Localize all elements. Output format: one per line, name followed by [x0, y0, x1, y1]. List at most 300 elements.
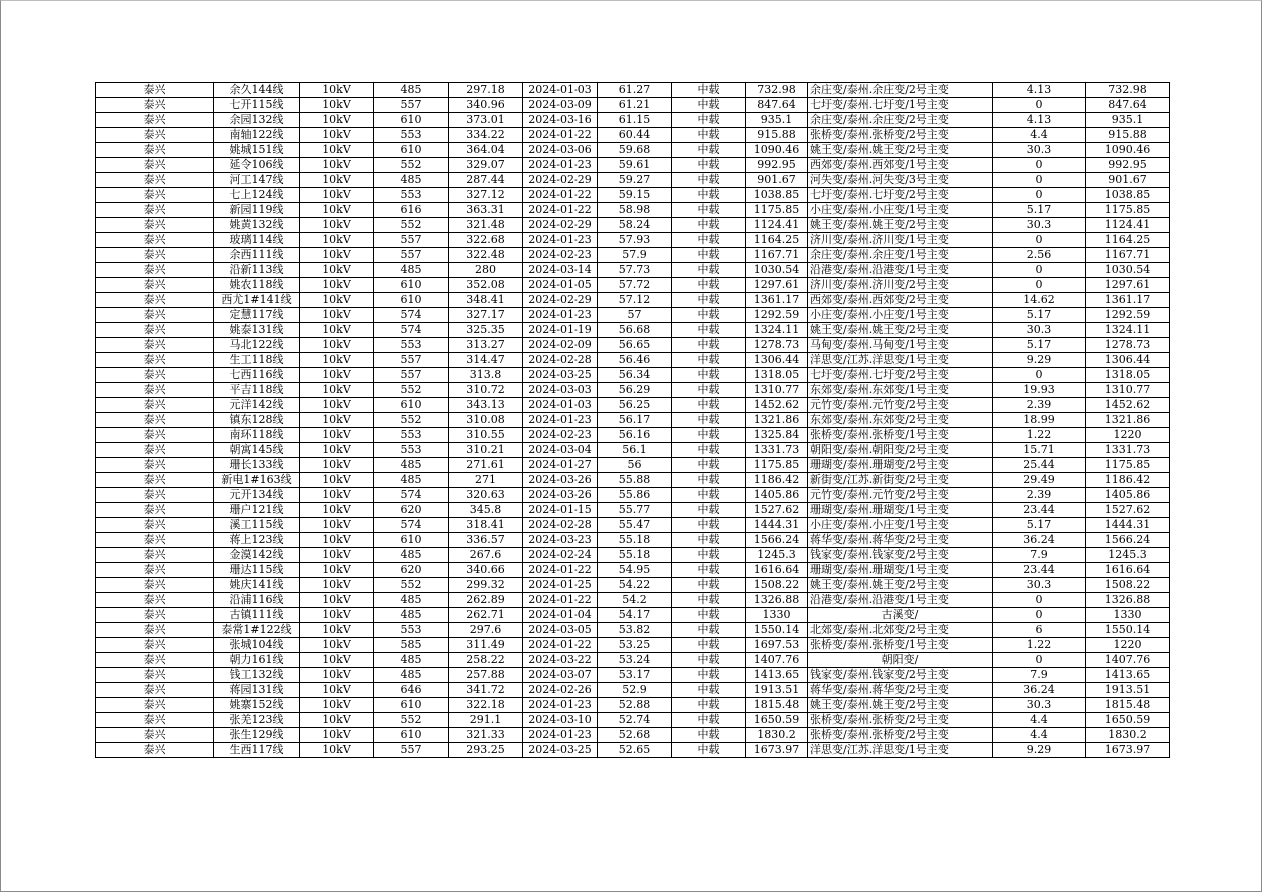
cell-capacity: 1330	[746, 608, 808, 623]
table-row	[96, 278, 1170, 293]
cell-voltage: 10kV	[300, 548, 374, 563]
cell-substation: 元竹变/泰州.元竹变/2号主变	[808, 488, 993, 503]
cell-value-a: 19.93	[993, 383, 1086, 398]
cell-date: 2024-03-16	[523, 113, 598, 128]
table-row	[96, 488, 1170, 503]
cell-load: 363.31	[449, 203, 523, 218]
cell-value-a: 18.99	[993, 413, 1086, 428]
cell-county: 泰兴	[96, 518, 214, 533]
cell-county: 泰兴	[96, 293, 214, 308]
cell-date: 2024-02-29	[523, 218, 598, 233]
cell-voltage: 10kV	[300, 443, 374, 458]
table-row	[96, 263, 1170, 278]
cell-county: 泰兴	[96, 698, 214, 713]
cell-load: 336.57	[449, 533, 523, 548]
cell-value-a: 1.22	[993, 638, 1086, 653]
cell-value-b: 1452.62	[1086, 398, 1170, 413]
cell-value-b: 1566.24	[1086, 533, 1170, 548]
cell-rated-capacity: 610	[374, 398, 449, 413]
cell-load-rate: 58.24	[598, 218, 672, 233]
cell-load: 373.01	[449, 113, 523, 128]
cell-county: 泰兴	[96, 158, 214, 173]
cell-substation: 河失变/泰州.河失变/3号主变	[808, 173, 993, 188]
cell-voltage: 10kV	[300, 368, 374, 383]
cell-line-name: 沿新113线	[214, 263, 300, 278]
cell-line-name: 蒋上123线	[214, 533, 300, 548]
cell-voltage: 10kV	[300, 458, 374, 473]
cell-capacity: 901.67	[746, 173, 808, 188]
cell-line-name: 南环118线	[214, 428, 300, 443]
cell-capacity: 1175.85	[746, 203, 808, 218]
cell-line-name: 西尤1#141线	[214, 293, 300, 308]
cell-load: 341.72	[449, 683, 523, 698]
cell-county: 泰兴	[96, 218, 214, 233]
cell-capacity: 1186.42	[746, 473, 808, 488]
cell-voltage: 10kV	[300, 218, 374, 233]
cell-load-rate: 52.74	[598, 713, 672, 728]
cell-substation: 姚王变/泰州.姚王变/2号主变	[808, 218, 993, 233]
cell-load-rate: 57.12	[598, 293, 672, 308]
cell-county: 泰兴	[96, 413, 214, 428]
table-row	[96, 533, 1170, 548]
cell-line-name: 朝寓145线	[214, 443, 300, 458]
cell-load-level: 中载	[672, 323, 746, 338]
cell-load-level: 中载	[672, 623, 746, 638]
cell-value-a: 1.22	[993, 428, 1086, 443]
table-row	[96, 683, 1170, 698]
cell-load: 325.35	[449, 323, 523, 338]
cell-voltage: 10kV	[300, 398, 374, 413]
table-row	[96, 308, 1170, 323]
cell-date: 2024-02-24	[523, 548, 598, 563]
cell-date: 2024-03-05	[523, 623, 598, 638]
cell-rated-capacity: 552	[374, 158, 449, 173]
cell-substation: 新街变/江苏.新街变/2号主变	[808, 473, 993, 488]
cell-voltage: 10kV	[300, 638, 374, 653]
cell-load-level: 中载	[672, 428, 746, 443]
cell-voltage: 10kV	[300, 563, 374, 578]
cell-value-a: 7.9	[993, 668, 1086, 683]
cell-rated-capacity: 610	[374, 143, 449, 158]
cell-load-level: 中载	[672, 743, 746, 758]
cell-rated-capacity: 553	[374, 443, 449, 458]
cell-substation: 小庄变/泰州.小庄变/1号主变	[808, 308, 993, 323]
cell-voltage: 10kV	[300, 248, 374, 263]
cell-load: 345.8	[449, 503, 523, 518]
cell-voltage: 10kV	[300, 383, 374, 398]
cell-voltage: 10kV	[300, 683, 374, 698]
cell-value-b: 1310.77	[1086, 383, 1170, 398]
cell-county: 泰兴	[96, 683, 214, 698]
cell-line-name: 生工118线	[214, 353, 300, 368]
cell-load: 271	[449, 473, 523, 488]
cell-load-rate: 55.77	[598, 503, 672, 518]
cell-value-b: 1330	[1086, 608, 1170, 623]
cell-substation: 元竹变/泰州.元竹变/2号主变	[808, 398, 993, 413]
cell-voltage: 10kV	[300, 263, 374, 278]
cell-date: 2024-01-22	[523, 128, 598, 143]
cell-capacity: 1325.84	[746, 428, 808, 443]
cell-load-level: 中载	[672, 563, 746, 578]
cell-load-level: 中载	[672, 113, 746, 128]
cell-load: 262.71	[449, 608, 523, 623]
table-row	[96, 698, 1170, 713]
cell-substation: 余庄变/泰州.余庄变/2号主变	[808, 83, 993, 98]
cell-load: 287.44	[449, 173, 523, 188]
cell-value-b: 1616.64	[1086, 563, 1170, 578]
table-row	[96, 653, 1170, 668]
cell-rated-capacity: 485	[374, 173, 449, 188]
cell-county: 泰兴	[96, 548, 214, 563]
cell-value-b: 1331.73	[1086, 443, 1170, 458]
cell-rated-capacity: 557	[374, 248, 449, 263]
cell-value-a: 30.3	[993, 698, 1086, 713]
cell-rated-capacity: 553	[374, 128, 449, 143]
cell-load-rate: 59.68	[598, 143, 672, 158]
cell-value-b: 847.64	[1086, 98, 1170, 113]
cell-rated-capacity: 553	[374, 428, 449, 443]
cell-rated-capacity: 610	[374, 728, 449, 743]
cell-substation: 余庄变/泰州.余庄变/2号主变	[808, 113, 993, 128]
cell-value-a: 4.4	[993, 728, 1086, 743]
cell-county: 泰兴	[96, 728, 214, 743]
cell-rated-capacity: 552	[374, 218, 449, 233]
cell-value-b: 1278.73	[1086, 338, 1170, 353]
cell-value-b: 901.67	[1086, 173, 1170, 188]
cell-date: 2024-03-26	[523, 488, 598, 503]
cell-load: 321.33	[449, 728, 523, 743]
table-row	[96, 218, 1170, 233]
cell-load-rate: 59.27	[598, 173, 672, 188]
cell-value-b: 1324.11	[1086, 323, 1170, 338]
table-row	[96, 413, 1170, 428]
cell-value-b: 1164.25	[1086, 233, 1170, 248]
cell-date: 2024-01-03	[523, 83, 598, 98]
cell-load-level: 中载	[672, 443, 746, 458]
cell-value-b: 1361.17	[1086, 293, 1170, 308]
table-row	[96, 338, 1170, 353]
cell-voltage: 10kV	[300, 623, 374, 638]
cell-value-b: 1090.46	[1086, 143, 1170, 158]
cell-load-level: 中载	[672, 458, 746, 473]
cell-county: 泰兴	[96, 428, 214, 443]
cell-line-name: 姚庆141线	[214, 578, 300, 593]
table-row	[96, 548, 1170, 563]
cell-substation: 济川变/泰州.济川变/2号主变	[808, 278, 993, 293]
table-row	[96, 203, 1170, 218]
cell-value-a: 4.13	[993, 83, 1086, 98]
cell-capacity: 992.95	[746, 158, 808, 173]
cell-substation: 蒋华变/泰州.蒋华变/2号主变	[808, 533, 993, 548]
cell-value-b: 1186.42	[1086, 473, 1170, 488]
cell-load-level: 中载	[672, 713, 746, 728]
cell-rated-capacity: 485	[374, 548, 449, 563]
table-row	[96, 713, 1170, 728]
cell-load: 340.66	[449, 563, 523, 578]
cell-value-a: 29.49	[993, 473, 1086, 488]
cell-date: 2024-01-23	[523, 158, 598, 173]
cell-value-a: 30.3	[993, 323, 1086, 338]
cell-capacity: 1830.2	[746, 728, 808, 743]
cell-line-name: 张城104线	[214, 638, 300, 653]
cell-capacity: 1566.24	[746, 533, 808, 548]
cell-load: 258.22	[449, 653, 523, 668]
cell-line-name: 溪工115线	[214, 518, 300, 533]
cell-county: 泰兴	[96, 188, 214, 203]
cell-date: 2024-01-23	[523, 308, 598, 323]
cell-rated-capacity: 553	[374, 338, 449, 353]
cell-substation: 朝阳变/	[808, 653, 993, 668]
cell-load-rate: 56.65	[598, 338, 672, 353]
cell-value-a: 0	[993, 278, 1086, 293]
cell-value-a: 14.62	[993, 293, 1086, 308]
cell-voltage: 10kV	[300, 743, 374, 758]
cell-substation: 张桥变/泰州.张桥变/2号主变	[808, 128, 993, 143]
cell-load: 340.96	[449, 98, 523, 113]
cell-county: 泰兴	[96, 608, 214, 623]
cell-load-rate: 56.68	[598, 323, 672, 338]
cell-rated-capacity: 552	[374, 413, 449, 428]
cell-line-name: 七西116线	[214, 368, 300, 383]
cell-rated-capacity: 557	[374, 743, 449, 758]
cell-load: 310.72	[449, 383, 523, 398]
cell-value-a: 0	[993, 608, 1086, 623]
cell-rated-capacity: 552	[374, 578, 449, 593]
cell-capacity: 1278.73	[746, 338, 808, 353]
cell-load-level: 中载	[672, 578, 746, 593]
cell-load-rate: 52.68	[598, 728, 672, 743]
cell-load-level: 中载	[672, 398, 746, 413]
cell-voltage: 10kV	[300, 233, 374, 248]
cell-capacity: 1405.86	[746, 488, 808, 503]
cell-date: 2024-03-04	[523, 443, 598, 458]
cell-substation: 张桥变/泰州.张桥变/2号主变	[808, 728, 993, 743]
cell-load-rate: 56.1	[598, 443, 672, 458]
cell-load-rate: 56	[598, 458, 672, 473]
cell-rated-capacity: 552	[374, 713, 449, 728]
cell-value-b: 992.95	[1086, 158, 1170, 173]
cell-voltage: 10kV	[300, 323, 374, 338]
cell-date: 2024-02-23	[523, 248, 598, 263]
cell-voltage: 10kV	[300, 713, 374, 728]
cell-load-rate: 55.47	[598, 518, 672, 533]
cell-line-name: 余西111线	[214, 248, 300, 263]
cell-line-name: 金漠142线	[214, 548, 300, 563]
cell-load: 271.61	[449, 458, 523, 473]
cell-line-name: 南轴122线	[214, 128, 300, 143]
cell-substation: 济川变/泰州.济川变/1号主变	[808, 233, 993, 248]
cell-load-rate: 57.93	[598, 233, 672, 248]
cell-date: 2024-03-25	[523, 368, 598, 383]
cell-county: 泰兴	[96, 458, 214, 473]
cell-load-level: 中载	[672, 548, 746, 563]
cell-voltage: 10kV	[300, 353, 374, 368]
cell-date: 2024-01-22	[523, 563, 598, 578]
cell-value-a: 5.17	[993, 308, 1086, 323]
cell-load-level: 中载	[672, 683, 746, 698]
cell-value-b: 1550.14	[1086, 623, 1170, 638]
cell-value-b: 1245.3	[1086, 548, 1170, 563]
table-row	[96, 398, 1170, 413]
cell-substation: 洋思变/江苏.洋思变/1号主变	[808, 743, 993, 758]
cell-voltage: 10kV	[300, 578, 374, 593]
table-row	[96, 113, 1170, 128]
cell-line-name: 古镇111线	[214, 608, 300, 623]
cell-county: 泰兴	[96, 173, 214, 188]
cell-rated-capacity: 485	[374, 608, 449, 623]
cell-value-b: 1175.85	[1086, 203, 1170, 218]
cell-load-rate: 61.15	[598, 113, 672, 128]
cell-capacity: 1310.77	[746, 383, 808, 398]
cell-county: 泰兴	[96, 113, 214, 128]
cell-capacity: 1030.54	[746, 263, 808, 278]
cell-value-b: 1306.44	[1086, 353, 1170, 368]
cell-county: 泰兴	[96, 398, 214, 413]
cell-load: 297.6	[449, 623, 523, 638]
cell-capacity: 1444.31	[746, 518, 808, 533]
table-row	[96, 593, 1170, 608]
cell-value-a: 4.4	[993, 713, 1086, 728]
cell-county: 泰兴	[96, 338, 214, 353]
cell-capacity: 1407.76	[746, 653, 808, 668]
cell-capacity: 1413.65	[746, 668, 808, 683]
cell-date: 2024-03-23	[523, 533, 598, 548]
cell-load-level: 中载	[672, 248, 746, 263]
cell-county: 泰兴	[96, 563, 214, 578]
cell-rated-capacity: 616	[374, 203, 449, 218]
cell-date: 2024-01-19	[523, 323, 598, 338]
cell-line-name: 河工147线	[214, 173, 300, 188]
cell-value-a: 4.4	[993, 128, 1086, 143]
cell-load-rate: 57.73	[598, 263, 672, 278]
cell-load: 310.08	[449, 413, 523, 428]
cell-load: 299.32	[449, 578, 523, 593]
cell-substation: 张桥变/泰州.张桥变/1号主变	[808, 638, 993, 653]
cell-load: 262.89	[449, 593, 523, 608]
cell-load-rate: 53.82	[598, 623, 672, 638]
cell-voltage: 10kV	[300, 608, 374, 623]
cell-load: 310.55	[449, 428, 523, 443]
cell-capacity: 732.98	[746, 83, 808, 98]
cell-load: 348.41	[449, 293, 523, 308]
cell-value-a: 0	[993, 593, 1086, 608]
cell-county: 泰兴	[96, 383, 214, 398]
cell-rated-capacity: 485	[374, 83, 449, 98]
cell-substation: 沿港变/泰州.沿港变/1号主变	[808, 593, 993, 608]
cell-substation: 钱家变/泰州.钱家变/2号主变	[808, 548, 993, 563]
cell-rated-capacity: 485	[374, 473, 449, 488]
cell-value-b: 1405.86	[1086, 488, 1170, 503]
cell-value-a: 5.17	[993, 203, 1086, 218]
cell-value-b: 1407.76	[1086, 653, 1170, 668]
cell-substation: 钱家变/泰州.钱家变/2号主变	[808, 668, 993, 683]
cell-county: 泰兴	[96, 323, 214, 338]
cell-date: 2024-02-26	[523, 683, 598, 698]
cell-rated-capacity: 610	[374, 698, 449, 713]
cell-value-b: 1527.62	[1086, 503, 1170, 518]
cell-line-name: 元开134线	[214, 488, 300, 503]
cell-capacity: 1038.85	[746, 188, 808, 203]
cell-date: 2024-03-03	[523, 383, 598, 398]
cell-substation: 北郊变/泰州.北郊变/2号主变	[808, 623, 993, 638]
cell-rated-capacity: 485	[374, 593, 449, 608]
cell-load-level: 中载	[672, 308, 746, 323]
cell-line-name: 七开115线	[214, 98, 300, 113]
cell-county: 泰兴	[96, 308, 214, 323]
cell-load-level: 中载	[672, 218, 746, 233]
cell-voltage: 10kV	[300, 653, 374, 668]
cell-value-b: 1297.61	[1086, 278, 1170, 293]
cell-load-rate: 56.29	[598, 383, 672, 398]
cell-line-name: 镇东128线	[214, 413, 300, 428]
cell-county: 泰兴	[96, 653, 214, 668]
cell-voltage: 10kV	[300, 173, 374, 188]
cell-line-name: 泰常1#122线	[214, 623, 300, 638]
cell-county: 泰兴	[96, 233, 214, 248]
cell-date: 2024-02-23	[523, 428, 598, 443]
cell-rated-capacity: 557	[374, 353, 449, 368]
cell-date: 2024-03-10	[523, 713, 598, 728]
cell-substation: 珊瑚变/泰州.珊瑚变/2号主变	[808, 458, 993, 473]
cell-rated-capacity: 485	[374, 653, 449, 668]
cell-date: 2024-01-23	[523, 698, 598, 713]
cell-rated-capacity: 557	[374, 368, 449, 383]
cell-voltage: 10kV	[300, 413, 374, 428]
cell-line-name: 姚泰131线	[214, 323, 300, 338]
table-row	[96, 443, 1170, 458]
cell-date: 2024-01-25	[523, 578, 598, 593]
table-row	[96, 563, 1170, 578]
table-row	[96, 248, 1170, 263]
cell-value-b: 1413.65	[1086, 668, 1170, 683]
cell-line-name: 姚黄132线	[214, 218, 300, 233]
cell-substation: 蒋华变/泰州.蒋华变/2号主变	[808, 683, 993, 698]
table-row	[96, 623, 1170, 638]
cell-date: 2024-03-22	[523, 653, 598, 668]
cell-load-rate: 57.72	[598, 278, 672, 293]
cell-line-name: 新园119线	[214, 203, 300, 218]
cell-voltage: 10kV	[300, 203, 374, 218]
cell-line-name: 定慧117线	[214, 308, 300, 323]
cell-voltage: 10kV	[300, 668, 374, 683]
cell-date: 2024-01-23	[523, 233, 598, 248]
cell-load: 293.25	[449, 743, 523, 758]
cell-date: 2024-01-03	[523, 398, 598, 413]
cell-substation: 西郊变/泰州.西郊变/1号主变	[808, 158, 993, 173]
cell-rated-capacity: 574	[374, 323, 449, 338]
cell-capacity: 935.1	[746, 113, 808, 128]
cell-voltage: 10kV	[300, 113, 374, 128]
data-table	[95, 82, 1170, 758]
cell-substation: 东郊变/泰州.东郊变/1号主变	[808, 383, 993, 398]
cell-load: 329.07	[449, 158, 523, 173]
cell-load: 322.68	[449, 233, 523, 248]
cell-date: 2024-01-23	[523, 413, 598, 428]
table-row	[96, 458, 1170, 473]
cell-capacity: 1815.48	[746, 698, 808, 713]
cell-voltage: 10kV	[300, 428, 374, 443]
cell-capacity: 1297.61	[746, 278, 808, 293]
cell-county: 泰兴	[96, 743, 214, 758]
cell-capacity: 1550.14	[746, 623, 808, 638]
cell-substation: 姚王变/泰州.姚王变/2号主变	[808, 578, 993, 593]
cell-date: 2024-01-05	[523, 278, 598, 293]
cell-value-b: 1175.85	[1086, 458, 1170, 473]
cell-substation: 七圩变/泰州.七圩变/2号主变	[808, 368, 993, 383]
cell-capacity: 1697.53	[746, 638, 808, 653]
cell-date: 2024-02-28	[523, 353, 598, 368]
cell-load-level: 中载	[672, 143, 746, 158]
